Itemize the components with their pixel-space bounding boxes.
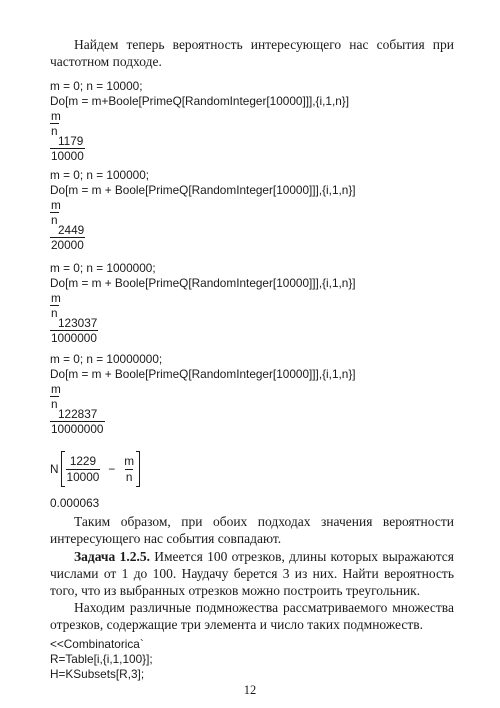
fraction-m-over-n-2 <box>50 199 62 226</box>
inner-denominator-1: 10000 <box>66 469 100 484</box>
task-label: Задача 1.2.5. <box>74 549 150 564</box>
fraction-m-over-n-4 <box>50 383 62 410</box>
result-denominator: 1000000 <box>51 331 97 345</box>
fraction-numerator: m <box>51 109 61 123</box>
result-numerator: 122837 <box>58 407 98 421</box>
code-loop-3: Do[m = m + Boole[PrimeQ[RandomInteger[10000]]],{i,1,n}] <box>50 276 356 290</box>
n-expression <box>50 452 140 486</box>
inner-fraction-1 <box>66 455 101 484</box>
result-fraction-4 <box>50 408 105 435</box>
code-init-1: m = 0; n = 10000; <box>50 79 143 93</box>
result-denominator: 10000 <box>51 149 84 163</box>
inner-numerator-1: 1229 <box>69 453 97 468</box>
fraction-denominator: n <box>51 213 58 227</box>
fraction-numerator: m <box>51 382 61 396</box>
fraction-denominator: n <box>51 306 58 320</box>
task-paragraph <box>50 548 454 599</box>
result-numerator: 2449 <box>58 223 85 237</box>
code-init-2: m = 0; n = 100000; <box>50 168 150 182</box>
result-fraction-1 <box>50 135 85 162</box>
fraction-numerator: m <box>51 198 61 212</box>
n-function-name: N <box>50 462 59 476</box>
conclusion-paragraph: Таким образом, при обоих подходах значения вероятности интересующего нас события совпадают. <box>50 514 454 546</box>
result-numerator: 123037 <box>58 316 98 330</box>
result-numerator: 1179 <box>58 134 84 148</box>
result-denominator: 20000 <box>51 238 84 252</box>
fraction-denominator: n <box>51 397 58 411</box>
fraction-m-over-n-1 <box>50 110 62 137</box>
n-bracket <box>61 452 141 486</box>
inner-numerator-2: m <box>124 453 135 468</box>
page-number: 12 <box>243 683 257 697</box>
code-init-4: m = 0; n = 10000000; <box>50 352 163 366</box>
code-loop-2: Do[m = m + Boole[PrimeQ[RandomInteger[10000]]],{i,1,n}] <box>50 183 356 197</box>
intro-paragraph: Найдем теперь вероятность интересующего нас события при частотном подходе. <box>50 37 454 69</box>
code-loop-1: Do[m = m+Boole[PrimeQ[RandomInteger[10000]]],{i,1,n}] <box>50 94 350 108</box>
result-fraction-3 <box>50 317 98 344</box>
subsets-paragraph: Находим различные подмножества рассматриваемого множества отрезков, содержащие три элемента и число таких подмножеств. <box>50 600 454 632</box>
minus-sign: − <box>108 462 116 476</box>
code-init-3: m = 0; n = 1000000; <box>50 261 156 275</box>
result-denominator: 10000000 <box>51 422 104 436</box>
inner-denominator-2: n <box>125 469 133 484</box>
inner-fraction-2 <box>123 455 135 484</box>
fraction-denominator: n <box>51 124 58 138</box>
code-ksubsets: H=KSubsets[R,3]; <box>50 667 145 681</box>
code-loop-4: Do[m = m + Boole[PrimeQ[RandomInteger[10000]]],{i,1,n}] <box>50 367 356 381</box>
n-result: 0.000063 <box>50 496 100 510</box>
code-table: R=Table[i,{i,1,100}]; <box>50 652 153 666</box>
fraction-m-over-n-3 <box>50 292 62 319</box>
task-text: Имеется 100 отрезков, длины которых выражаются числами от 1 до 100. Наудачу берется 3 из них. Найти вероятность того, что из выбранных отрезков можно построить треугольник. <box>50 549 454 598</box>
fraction-numerator: m <box>51 291 61 305</box>
code-combinatorica: <<Combinatorica` <box>50 637 144 651</box>
result-fraction-2 <box>50 224 85 251</box>
